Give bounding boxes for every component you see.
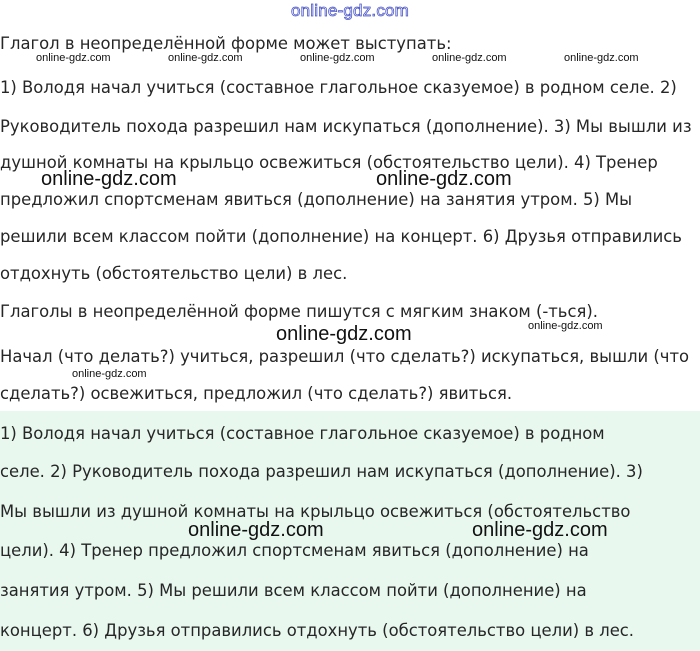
watermark: online-gdz.com [528, 320, 603, 332]
watermark: online-gdz.com [41, 168, 177, 190]
watermark: online-gdz.com [168, 52, 243, 64]
task-line: решили всем классом пойти (дополнение) на концерт. 6) Друзья отправились [0, 227, 682, 246]
watermark: online-gdz.com [276, 323, 412, 345]
watermark: online-gdz.com [564, 52, 639, 64]
rule-line: Глаголы в неопределённой форме пишутся с мягким знаком (-ться). [0, 302, 598, 321]
answer-line: 1) Володя начал учиться (составное глагольное сказуемое) в родном [0, 424, 605, 443]
example-line: сделать?) освежиться, предложил (что сделать?) явиться. [0, 384, 513, 403]
task-line: предложил спортсменам явиться (дополнение) на занятия утром. 5) Мы [0, 190, 633, 209]
watermark: online-gdz.com [432, 52, 507, 64]
answer-line: Мы вышли из душной комнаты на крыльцо освежиться (обстоятельство [0, 502, 631, 521]
example-line: Начал (что делать?) учиться, разрешил (что сделать?) искупаться, вышли (что [0, 347, 690, 366]
watermark: online-gdz.com [72, 368, 147, 380]
watermark: online-gdz.com [472, 519, 608, 541]
task-heading: Глагол в неопределённой форме может выступать: [0, 34, 452, 53]
task-line: отдохнуть (обстоятельство цели) в лес. [0, 264, 348, 283]
task-line: душной комнаты на крыльцо освежиться (обстоятельство цели). 4) Тренер [0, 153, 658, 172]
watermark: online-gdz.com [300, 52, 375, 64]
watermark: online-gdz.com [376, 168, 512, 190]
site-logo[interactable]: online-gdz.com [290, 1, 410, 20]
task-line: Руководитель похода разрешил нам искупаться (дополнение). 3) Мы вышли из [0, 117, 692, 136]
answer-line: концерт. 6) Друзья отправились отдохнуть (обстоятельство цели) в лес. [0, 621, 635, 640]
watermark: online-gdz.com [188, 519, 324, 541]
task-line: 1) Володя начал учиться (составное глагольное сказуемое) в родном селе. 2) [0, 78, 677, 97]
answer-line: занятия утром. 5) Мы решили всем классом пойти (дополнение) на [0, 581, 587, 600]
answer-line: селе. 2) Руководитель похода разрешил нам искупаться (дополнение). 3) [0, 462, 643, 481]
answer-line: цели). 4) Тренер предложил спортсменам явиться (дополнение) на [0, 541, 589, 560]
watermark: online-gdz.com [36, 52, 111, 64]
